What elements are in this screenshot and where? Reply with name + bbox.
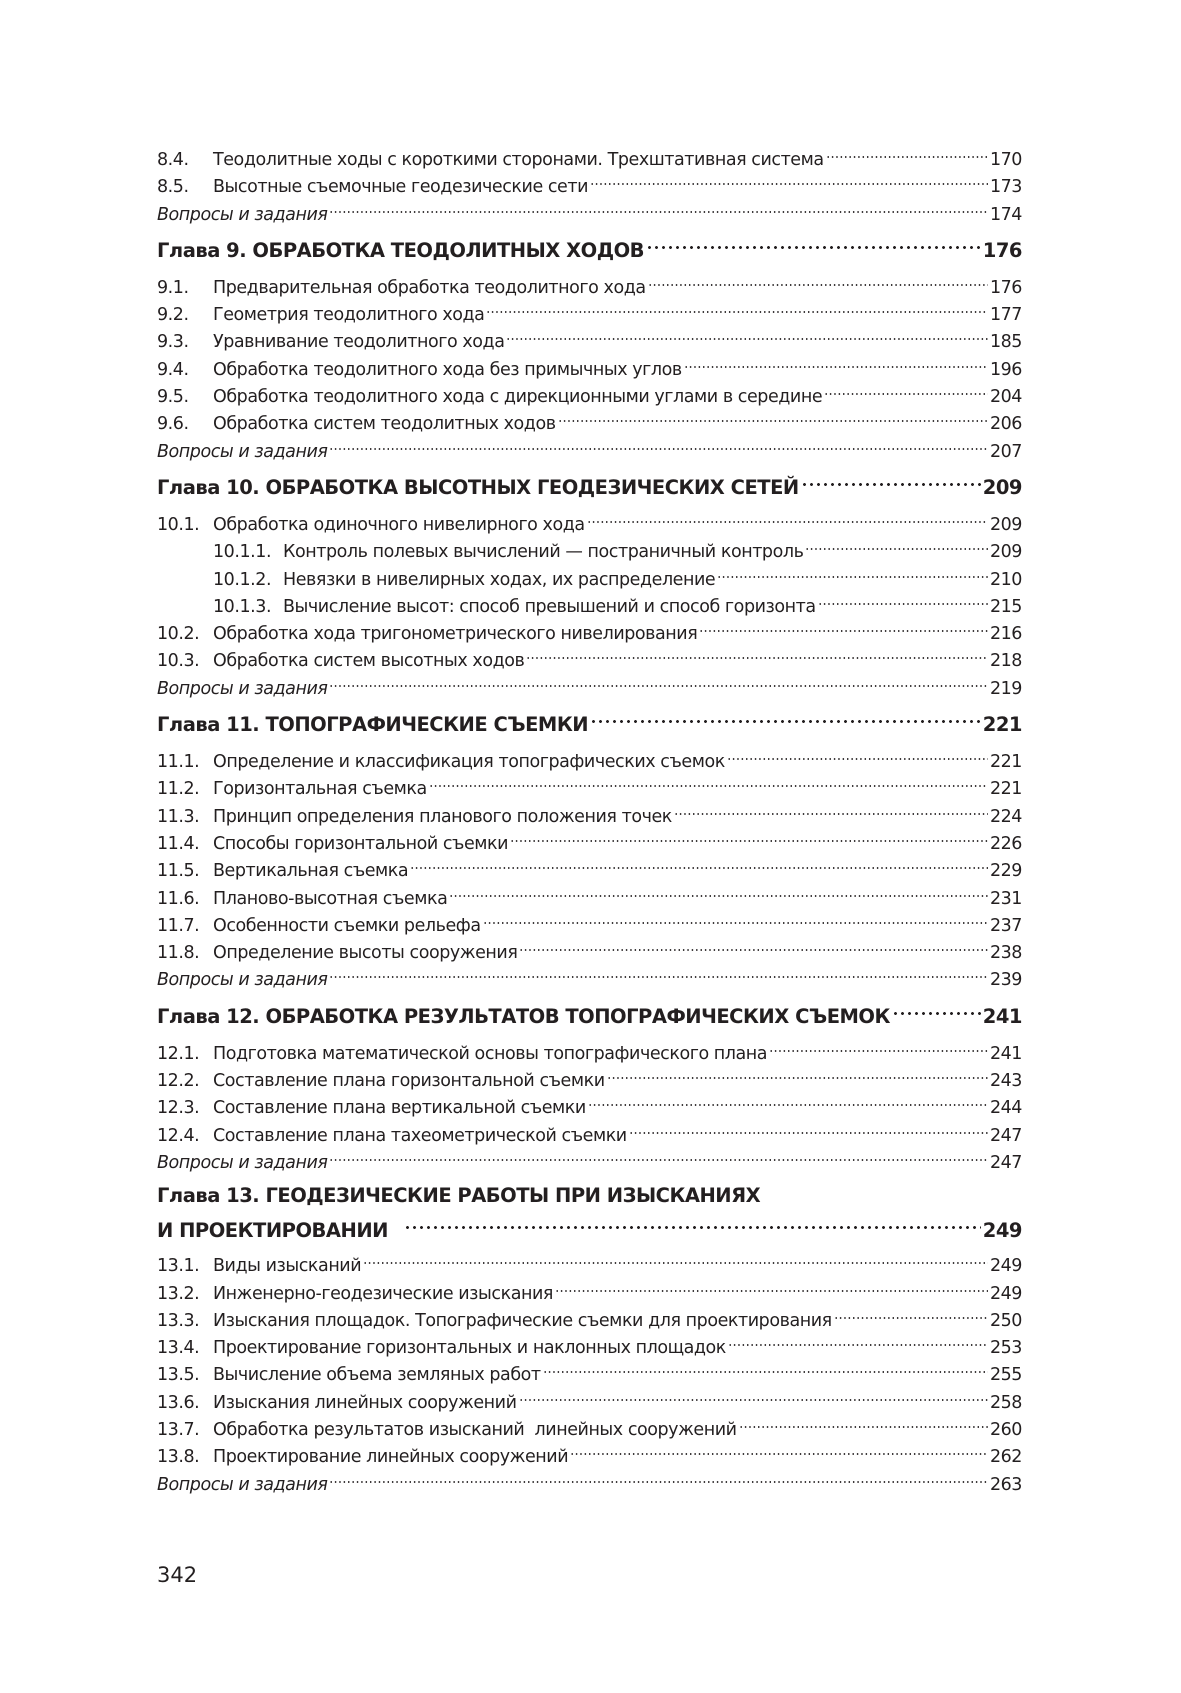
entry-page: 263	[989, 1474, 1022, 1495]
entry-page: 247	[989, 1152, 1022, 1173]
entry-title: Вопросы и задания	[157, 1152, 328, 1173]
entry-page: 209	[989, 514, 1022, 535]
dot-leader	[684, 348, 988, 375]
entry-number: 11.1.	[157, 752, 200, 773]
entry-page: 185	[989, 332, 1022, 353]
entry-page: 260	[989, 1419, 1022, 1440]
entry-title: Вопросы и задания	[157, 970, 328, 991]
entry-number: 9.1.	[157, 277, 189, 298]
entry-title: Изыскания площадок. Топографические съемки для проектирования	[213, 1310, 832, 1331]
dot-leader	[728, 1326, 988, 1353]
entry-number: 13.8.	[157, 1447, 200, 1468]
entry-number: 11.2.	[157, 779, 200, 800]
entry-title: Вопросы и задания	[157, 1474, 328, 1495]
dot-leader	[329, 193, 987, 220]
entry-page: 250	[989, 1310, 1022, 1331]
entry-title: Обработка одиночного нивелирного хода	[213, 514, 585, 535]
toc-entry[interactable]	[157, 1244, 1022, 1277]
entry-title: Составление плана горизонтальной съемки	[213, 1071, 605, 1092]
chapter-title: Глава 9. ОБРАБОТКА ТЕОДОЛИТНЫХ ХОДОВ	[157, 238, 645, 262]
entry-page: 170	[989, 150, 1022, 170]
entry-number: 11.6.	[157, 888, 200, 909]
dot-leader	[506, 320, 987, 347]
dot-leader	[727, 740, 988, 767]
entry-page: 262	[989, 1447, 1022, 1468]
toc-entry[interactable]	[157, 503, 1022, 535]
entry-title: Геометрия теодолитного хода	[213, 305, 485, 326]
dot-leader	[329, 667, 987, 694]
entry-page: 229	[989, 861, 1022, 882]
entry-page: 177	[989, 305, 1022, 326]
entry-page: 224	[989, 806, 1022, 827]
dot-leader	[769, 1032, 988, 1059]
entry-number: 13.1.	[157, 1256, 200, 1277]
entry-number: 11.5.	[157, 861, 200, 882]
dot-leader	[519, 931, 988, 958]
entry-title: Особенности съемки рельефа	[213, 915, 481, 936]
entry-title: Вычисление высот: способ превышений и способ горизонта	[283, 596, 816, 617]
entry-page: 244	[989, 1098, 1022, 1119]
toc-entry[interactable]	[157, 1032, 1022, 1064]
entry-title: Уравнивание теодолитного хода	[213, 332, 505, 353]
entry-page: 196	[989, 359, 1022, 380]
entry-title: Способы горизонтальной съемки	[213, 833, 509, 854]
entry-number: 10.1.3.	[213, 596, 272, 617]
entry-page: 215	[989, 596, 1022, 617]
chapter-page: 221	[982, 713, 1022, 737]
chapter-title: Глава 11. ТОПОГРАФИЧЕСКИЕ СЪЕМКИ	[157, 713, 589, 737]
entry-page: 210	[989, 569, 1022, 590]
chapter-page: 176	[982, 238, 1022, 262]
entry-page: 218	[989, 651, 1022, 672]
entry-number: 9.3.	[157, 332, 189, 353]
toc-chapter-11[interactable]	[157, 704, 1022, 737]
entry-page: 207	[989, 441, 1022, 462]
toc-chapter-10[interactable]	[157, 467, 1022, 497]
entry-page: 226	[989, 833, 1022, 854]
entry-page: 243	[989, 1071, 1022, 1092]
entry-number: 12.4.	[157, 1125, 200, 1146]
entry-page: 176	[989, 277, 1022, 298]
page-number: 342	[157, 1563, 198, 1587]
entry-number: 9.6.	[157, 414, 189, 435]
entry-title: Инженерно-геодезические изыскания	[213, 1283, 553, 1304]
entry-title: Определение и классификация топографических съемок	[213, 752, 725, 773]
entry-page: 173	[989, 177, 1022, 198]
toc-chapter-9[interactable]	[157, 230, 1022, 260]
entry-page: 204	[989, 387, 1022, 408]
entry-number: 8.5.	[157, 177, 189, 198]
entry-number: 13.6.	[157, 1392, 200, 1413]
dot-leader	[410, 849, 988, 876]
dot-leader	[824, 375, 988, 402]
entry-page: 231	[989, 888, 1022, 909]
entry-title: Теодолитные ходы с короткими сторонами. Трехштативная система	[213, 150, 824, 170]
entry-number: 11.7.	[157, 915, 200, 936]
entry-number: 9.2.	[157, 305, 189, 326]
entry-title: Вычисление объема земляных работ	[213, 1365, 541, 1386]
entry-number: 13.5.	[157, 1365, 200, 1386]
entry-number: 10.3.	[157, 651, 200, 672]
dot-leader	[543, 1353, 988, 1380]
dot-leader	[329, 1141, 987, 1168]
dot-leader	[558, 402, 988, 429]
chapter-page: 241	[982, 1004, 1022, 1028]
dot-leader	[805, 530, 987, 557]
dot-leader	[607, 1059, 988, 1086]
toc-chapter-13[interactable]	[157, 1210, 1022, 1243]
entry-title: Виды изысканий	[213, 1256, 362, 1277]
entry-title: Составление плана вертикальной съемки	[213, 1098, 586, 1119]
entry-title: Составление плана тахеометрической съемки	[213, 1125, 627, 1146]
entry-page: 255	[989, 1365, 1022, 1386]
entry-page: 174	[989, 204, 1022, 225]
entry-title: Предварительная обработка теодолитного хода	[213, 277, 646, 298]
dot-leader	[486, 293, 987, 320]
dot-leader	[483, 904, 988, 931]
entry-title: Подготовка математической основы топографического плана	[213, 1043, 768, 1064]
dot-leader	[329, 430, 987, 457]
dot-leader	[429, 767, 988, 794]
dot-leader	[834, 1299, 988, 1326]
dot-leader	[646, 230, 981, 257]
dot-leader	[555, 1272, 988, 1299]
entry-title: Обработка результатов изысканий линейных сооружений	[213, 1419, 737, 1440]
entry-number: 12.3.	[157, 1098, 200, 1119]
entry-page: 249	[989, 1283, 1022, 1304]
toc-entry[interactable]	[157, 740, 1022, 773]
entry-number: 12.2.	[157, 1071, 200, 1092]
entry-title: Вопросы и задания	[157, 204, 328, 225]
entry-number: 9.4.	[157, 359, 189, 380]
entry-number: 10.1.2.	[213, 569, 272, 590]
entry-page: 253	[989, 1338, 1022, 1359]
entry-page: 209	[989, 542, 1022, 563]
entry-page: 238	[989, 943, 1022, 964]
entry-number: 13.7.	[157, 1419, 200, 1440]
entry-title: Определение высоты сооружения	[213, 943, 518, 964]
dot-leader	[363, 1244, 988, 1271]
entry-number: 8.4.	[157, 150, 189, 170]
dot-leader	[449, 877, 988, 904]
toc-chapter-12[interactable]	[157, 996, 1022, 1026]
entry-page: 221	[989, 779, 1022, 800]
dot-leader	[588, 1086, 988, 1113]
entry-page: 249	[989, 1256, 1022, 1277]
entry-page: 258	[989, 1392, 1022, 1413]
toc-entry[interactable]	[157, 266, 1022, 298]
table-of-contents	[157, 138, 1022, 1495]
entry-page: 221	[989, 752, 1022, 773]
dot-leader	[739, 1408, 988, 1435]
entry-title: Проектирование горизонтальных и наклонных площадок	[213, 1338, 726, 1359]
entry-title: Планово-высотная съемка	[213, 888, 448, 909]
dot-leader	[510, 822, 988, 849]
entry-number: 11.4.	[157, 833, 200, 854]
dot-leader	[648, 266, 988, 293]
entry-title: Горизонтальная съемка	[213, 779, 427, 800]
entry-number: 13.4.	[157, 1338, 200, 1359]
entry-number: 10.1.1.	[213, 542, 272, 563]
entry-number: 13.2.	[157, 1283, 200, 1304]
dot-leader	[519, 1381, 988, 1408]
toc-chapter-13-title-line1[interactable]: Глава 13. ГЕОДЕЗИЧЕСКИЕ РАБОТЫ ПРИ ИЗЫСКАНИЯХ	[157, 1184, 761, 1208]
entry-title: Контроль полевых вычислений — постраничный контроль	[283, 542, 804, 563]
entry-title: Обработка теодолитного хода с дирекционными углами в середине	[213, 387, 823, 408]
dot-leader	[674, 795, 988, 822]
chapter-page: 209	[982, 475, 1022, 499]
dot-leader	[818, 585, 988, 612]
entry-page: 239	[989, 970, 1022, 991]
entry-number: 12.1.	[157, 1043, 200, 1064]
entry-number: 10.2.	[157, 624, 200, 645]
entry-title: Вопросы и задания	[157, 678, 328, 699]
dot-leader	[329, 958, 987, 985]
entry-page: 219	[989, 678, 1022, 699]
entry-title: Проектирование линейных сооружений	[213, 1447, 569, 1468]
dot-leader	[526, 639, 988, 666]
entry-number: 13.3.	[157, 1310, 200, 1331]
entry-page: 247	[989, 1125, 1022, 1146]
entry-page: 237	[989, 915, 1022, 936]
dot-leader	[717, 558, 988, 585]
dot-leader	[892, 996, 981, 1023]
entry-title: Обработка систем высотных ходов	[213, 651, 525, 672]
chapter-title: Глава 10. ОБРАБОТКА ВЫСОТНЫХ ГЕОДЕЗИЧЕСКИХ СЕТЕЙ	[157, 475, 799, 499]
entry-page: 241	[989, 1043, 1022, 1064]
dot-leader	[590, 704, 981, 731]
entry-number: 11.3.	[157, 806, 200, 827]
dot-leader	[590, 165, 988, 192]
dot-leader	[826, 138, 988, 165]
toc-entry-8-4[interactable]	[157, 138, 1022, 170]
entry-title: Вопросы и задания	[157, 441, 328, 462]
dot-leader	[587, 503, 988, 530]
entry-title: Невязки в нивелирных ходах, их распределение	[283, 569, 716, 590]
entry-title: Обработка хода тригонометрического нивелирования	[213, 624, 698, 645]
entry-number: 9.5.	[157, 387, 189, 408]
dot-leader	[699, 612, 988, 639]
entry-title: Принцип определения планового положения точек	[213, 806, 672, 827]
dot-leader	[801, 467, 981, 494]
entry-number: 11.8.	[157, 943, 200, 964]
chapter-title: И ПРОЕКТИРОВАНИИ	[157, 1219, 388, 1243]
entry-title: Высотные съемочные геодезические сети	[213, 177, 589, 198]
dot-leader	[329, 1463, 987, 1490]
dot-leader	[629, 1114, 988, 1141]
entry-page: 216	[989, 624, 1022, 645]
chapter-title: Глава 12. ОБРАБОТКА РЕЗУЛЬТАТОВ ТОПОГРАФИЧЕСКИХ СЪЕМОК	[157, 1004, 890, 1028]
entry-title: Обработка теодолитного хода без примычных углов	[213, 359, 682, 380]
entry-page: 206	[989, 414, 1022, 435]
entry-title: Вертикальная съемка	[213, 861, 409, 882]
dot-leader	[570, 1435, 988, 1462]
entry-title: Обработка систем теодолитных ходов	[213, 414, 556, 435]
dot-leader	[404, 1210, 981, 1237]
entry-title: Изыскания линейных сооружений	[213, 1392, 517, 1413]
entry-number: 10.1.	[157, 514, 200, 535]
chapter-page: 249	[982, 1219, 1022, 1243]
